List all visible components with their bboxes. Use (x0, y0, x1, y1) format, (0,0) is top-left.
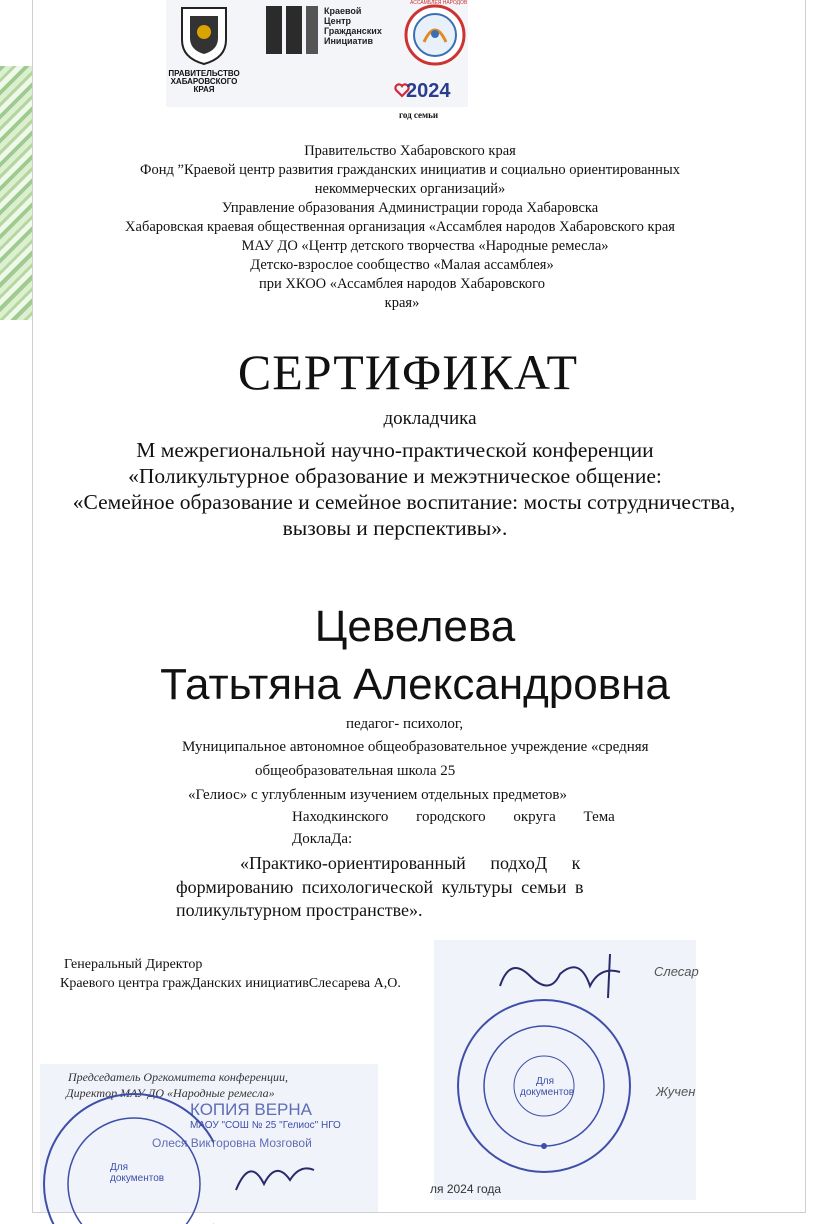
assembly-logo-icon (404, 4, 466, 66)
conference-line: вызовы и перспективы». (282, 516, 508, 540)
chair-line1: Председатель Оргкомитета конференции, (68, 1070, 289, 1084)
organizer-line: Фонд ”Краевой центр развития гражданских инициатив и социально ориентированных (140, 162, 680, 178)
conference-line: «Семейное образование и семейное воспитание: мосты сотрудничества, (72, 490, 736, 514)
recipient-position: педагог- психолог, (346, 716, 464, 732)
center-logo-icon (264, 4, 320, 56)
left-stamp-block (40, 1064, 378, 1212)
year-caption: год семьи (399, 110, 439, 120)
recipient-surname: Цевелева (314, 602, 516, 651)
district-line: Находкинского городского округа Тема (292, 809, 615, 825)
leaf-decoration (0, 66, 32, 320)
center-logo-line3: Гражданских (324, 26, 382, 36)
institution-line1: Муниципальное автономное общеобразовательное учреждение «средняя (182, 739, 649, 755)
organizers-list (60, 142, 760, 313)
copy-stamp-text: КОПИЯ ВЕРНА (190, 1100, 313, 1119)
left-seal-docs-label: Для документов (110, 1162, 165, 1184)
center-logo-line2: Центр (324, 16, 352, 26)
organizer-line: Детско-взрослое сообщество «Малая ассамблея» (250, 257, 554, 273)
institution-line3: «Гелиос» с углубленным изучением отдельных предметов» (188, 787, 567, 803)
logo-band (166, 0, 468, 107)
organizer-line: Правительство Хабаровского края (304, 143, 516, 159)
organizer-line: Хабаровская краевая общественная организация «Ассамблея народов Хабаровского края (125, 219, 675, 235)
signer-right-name: Слесар (654, 964, 699, 979)
report-title-line1: «Практико-ориентированный подхоД к (240, 853, 581, 873)
organizer-line: края» (384, 295, 420, 311)
chair-signature-icon (230, 1150, 320, 1200)
year-label: 2024 (406, 80, 451, 102)
institution-line2: общеобразовательная школа 25 (255, 763, 456, 779)
report-title-line3: поликультурном пространстве». (176, 900, 423, 920)
gov-emblem-icon (176, 4, 232, 66)
school-stamp-text: МАОУ "СОШ № 25 "Гелиос" НГО (190, 1120, 341, 1131)
signer-right2-name: Жучен (656, 1084, 696, 1099)
organizer-line: Управление образования Администрации города Хабаровска (221, 200, 599, 216)
organizer-line: некоммерческих организаций» (314, 181, 506, 197)
certificate-title: СЕРТИФИКАТ (237, 344, 579, 400)
assembly-logo-text: АССАМБЛЕЯ НАРОДОВ (410, 0, 468, 6)
organizer-line: при ХКОО «Ассамблея народов Хабаровского (259, 276, 545, 292)
gov-caption-line1: ПРАВИТЕЛЬСТВО (168, 69, 240, 78)
conference-line: «Поликультурное образование и межэтническое общение: (128, 464, 662, 488)
center-logo-text (324, 6, 382, 46)
director-line: Краевого центра гражДанских инициативСлесарева А,О. (60, 976, 401, 991)
chair-line2: Директор МАУ ДО «Народные ремесла» (66, 1086, 275, 1100)
conference-description (30, 437, 790, 541)
stamp-person-name: Олеся Викторовна Мозговой (152, 1136, 312, 1150)
right-stamp-block (434, 940, 699, 1200)
center-logo-line1: Краевой (324, 6, 362, 16)
recipient-given-names: Татьтяна Александровна (160, 660, 670, 709)
organizer-line: МАУ ДО «Центр детского творчества «Народные ремесла» (241, 238, 609, 254)
report-title-line2: формированию психологической культуры семьи в (176, 877, 584, 897)
seal-docs-label: Для документов (520, 1076, 575, 1098)
director-title: Генеральный Директор (64, 957, 203, 972)
gov-caption-line2: ХАБАРОВСКОГО КРАЯ (170, 77, 238, 94)
gov-logo-caption (166, 70, 242, 94)
conference-line: М межрегиональной научно-практической конференции (136, 438, 654, 462)
left-round-seal-icon (34, 1084, 214, 1224)
date-fragment: ля 2024 года (430, 1182, 502, 1196)
center-logo-line4: Инициатив (324, 36, 373, 46)
certificate-subtitle: докладчика (383, 408, 477, 429)
report-label: ДоклаДа: (292, 831, 353, 847)
